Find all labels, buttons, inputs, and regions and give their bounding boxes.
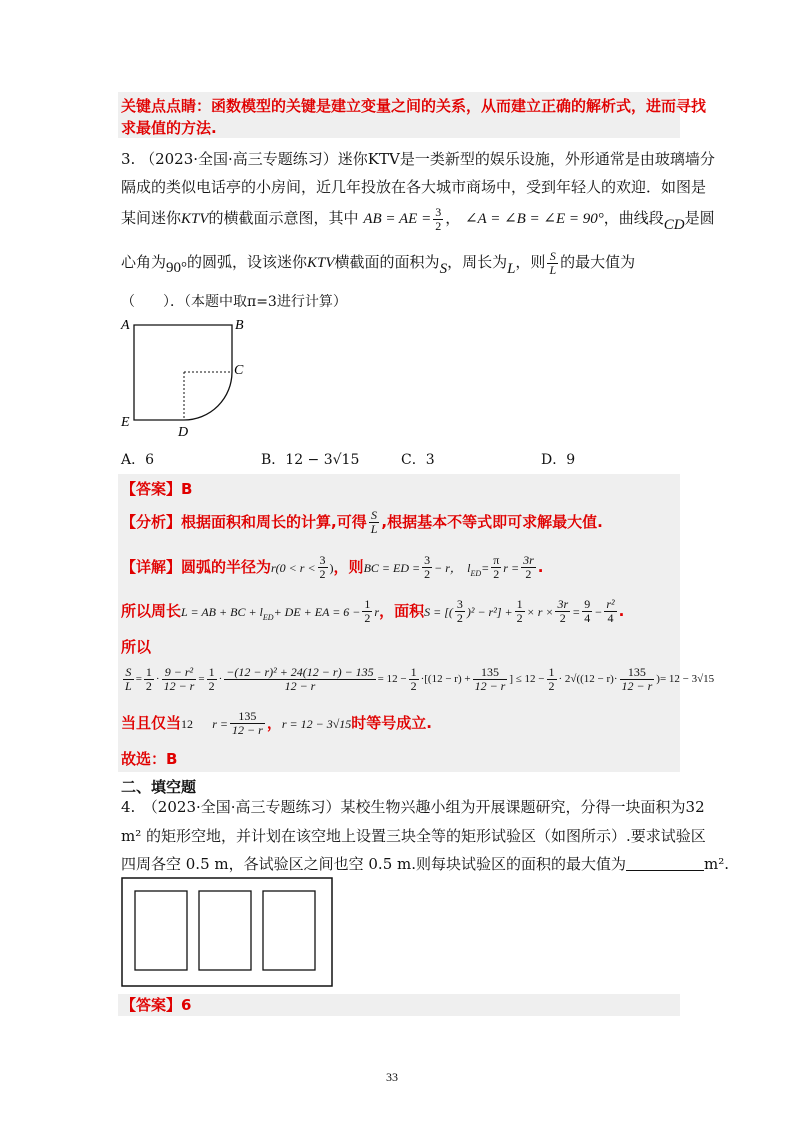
q3-equality: 当且仅当12 r = $\frac{135}{12 - r}$ ，r = 12 − 3√15时等号成立. <box>121 709 432 737</box>
q3-figure <box>118 316 258 440</box>
q3-cd: CD <box>663 217 685 233</box>
q3-text-4a: 心角为 <box>121 253 167 271</box>
q3-s: S <box>439 261 448 277</box>
q4-answer: 【答案】6 <box>121 996 192 1014</box>
q3-line-2: 隔成的类似电话亭的小房间，近几年投放在各大城市商场中，受到年轻人的欢迎．如图是 <box>121 178 707 196</box>
q3-perimeter-area: 所以周长L = AB + BC + $l_{ED}+$ DE + EA = 6 − $\frac{1}{2}$ r，面积S = [( $\frac{3}{2}$ )² − r²] + $\frac{1}{2}$ × r × $\frac{3r}{2}$ = $\frac{9}{4}$ − $\frac{\text{r²}}{4}$ . <box>121 597 625 625</box>
q3-option-a: A．6 <box>121 452 155 468</box>
q3-line-4 <box>121 246 635 285</box>
q4-answer-block <box>118 994 680 1016</box>
q4-plot-3 <box>263 891 315 970</box>
q4-plot-2 <box>199 891 251 970</box>
q3-label-b: B <box>235 318 244 333</box>
q3-figure-dashed-radius <box>184 372 232 420</box>
q3-option-d: D．9 <box>541 452 576 468</box>
q3-label-d: D <box>178 425 189 440</box>
q3-answer: 【答案】B <box>121 480 193 498</box>
q3-text-1: （2023·全国·高三专题练习）迷你KTV是一类新型的娱乐设施，外形通常是由玻璃墙分 <box>140 150 715 168</box>
page-number: 33 <box>386 1070 398 1084</box>
key-point-line-2: 求最值的方法. <box>121 119 217 137</box>
q3-text-4c: 的圆弧，设该迷你 <box>187 253 308 271</box>
q3-option-c: C．3 <box>401 452 435 468</box>
q3-label-c: C <box>234 363 244 378</box>
q3-therefore: 故选：B <box>121 750 178 768</box>
q3-text-3c: 的横截面示意图，其中 <box>208 209 359 227</box>
q3-ktv: KTV <box>181 211 209 227</box>
q3-frac-s-l: $\frac{S}{L}$ <box>549 248 557 277</box>
q3-text-4g: ，周长为 <box>447 253 508 271</box>
q3-ktv-2: KTV <box>307 255 335 271</box>
q3-text-4i: ，则 <box>515 253 546 271</box>
q4-line-3: 四周各空 0.5 m，各试验区之间也空 0.5 m.则每块试验区的面积的最大值为 m². <box>121 855 730 873</box>
q3-option-b: B．12 − 3√15 <box>261 452 360 468</box>
q4-figure <box>121 877 333 987</box>
q3-text-4e: 横截面的面积为 <box>334 253 440 271</box>
q3-text-3h: 是圆 <box>684 209 715 227</box>
q4-answer-blank <box>626 856 704 871</box>
q3-so: 所以 <box>121 638 152 656</box>
q3-chain: $\frac{S}{L}$ = $\frac{1}{2}$ · $\frac{\text{9 − r²}}{12 - r}$ = $\frac{1}{2}$ · $\frac{\text{−(12 − r)² + 24(12 − r) − 135}}{12 - r}$ = 12 − $\frac{1}{2}$ ·[(12 − r) + $\frac{135}{12 - r}$ ] ≤ 12 − $\frac{1}{2}$ · 2√((12 − r)· $\frac{135}{12 - r}$ )= 12 − 3√15 <box>125 664 715 693</box>
q3-label-e: E <box>121 415 130 430</box>
q3-l: L <box>507 261 516 277</box>
q3-detail: 【详解】圆弧的半径为r(0 < r < $\frac{3}{2}$ )，则BC = ED = $\frac{3}{2}$ − r， $l_{ED}=$ $\frac{\pi}{2}$ r = $\frac{3r}{2}$ . <box>121 553 544 581</box>
q3-line-3: 某间迷你KTV的横截面示意图，其中 AB = AE = $\frac{3}{2}$ ， ∠A = ∠B = ∠E = 90°，曲线段CD是圆 <box>121 204 715 233</box>
q3-text-3a: 某间迷你 <box>121 209 182 227</box>
q3-analysis-frac: $\frac{S}{L}$ <box>370 508 378 536</box>
q3-number: 3. <box>121 150 136 168</box>
q3-text-3f: ，曲线段 <box>603 209 664 227</box>
q3-analysis: 【分析】根据面积和周长的计算,可得 $\frac{S}{L}$ ,根据基本不等式即可求解最大值. <box>121 508 603 536</box>
q3-line-1 <box>121 149 715 169</box>
q3-angles: ∠A = ∠B = ∠E = 90° <box>464 211 604 227</box>
q4-line-1: 4. （2023·全国·高三专题练习）某校生物兴趣小组为开展课题研究，分得一块面积为32 <box>121 798 705 816</box>
q3-label-a: A <box>121 318 130 333</box>
section-2-title: 二、填空题 <box>121 778 197 796</box>
q3-frac-3-2: $\frac{3}{2}$ <box>435 204 442 233</box>
q4-plot-1 <box>135 891 187 970</box>
q3-90deg: 90° <box>166 260 188 276</box>
q3-text-4j: 的最大值为 <box>560 253 636 271</box>
key-point-line-1: 关键点点睛：函数模型的关键是建立变量之间的关系，从而建立正确的解析式，进而寻找 <box>121 97 707 115</box>
q4-line-2: m² 的矩形空地，并计划在该空地上设置三块全等的矩形试验区（如图所示）.要求试验区 <box>121 827 706 845</box>
q3-ab-ae: AB = AE = <box>363 211 432 227</box>
q3-line-5: （ ）．（本题中取π=3进行计算） <box>121 294 347 310</box>
